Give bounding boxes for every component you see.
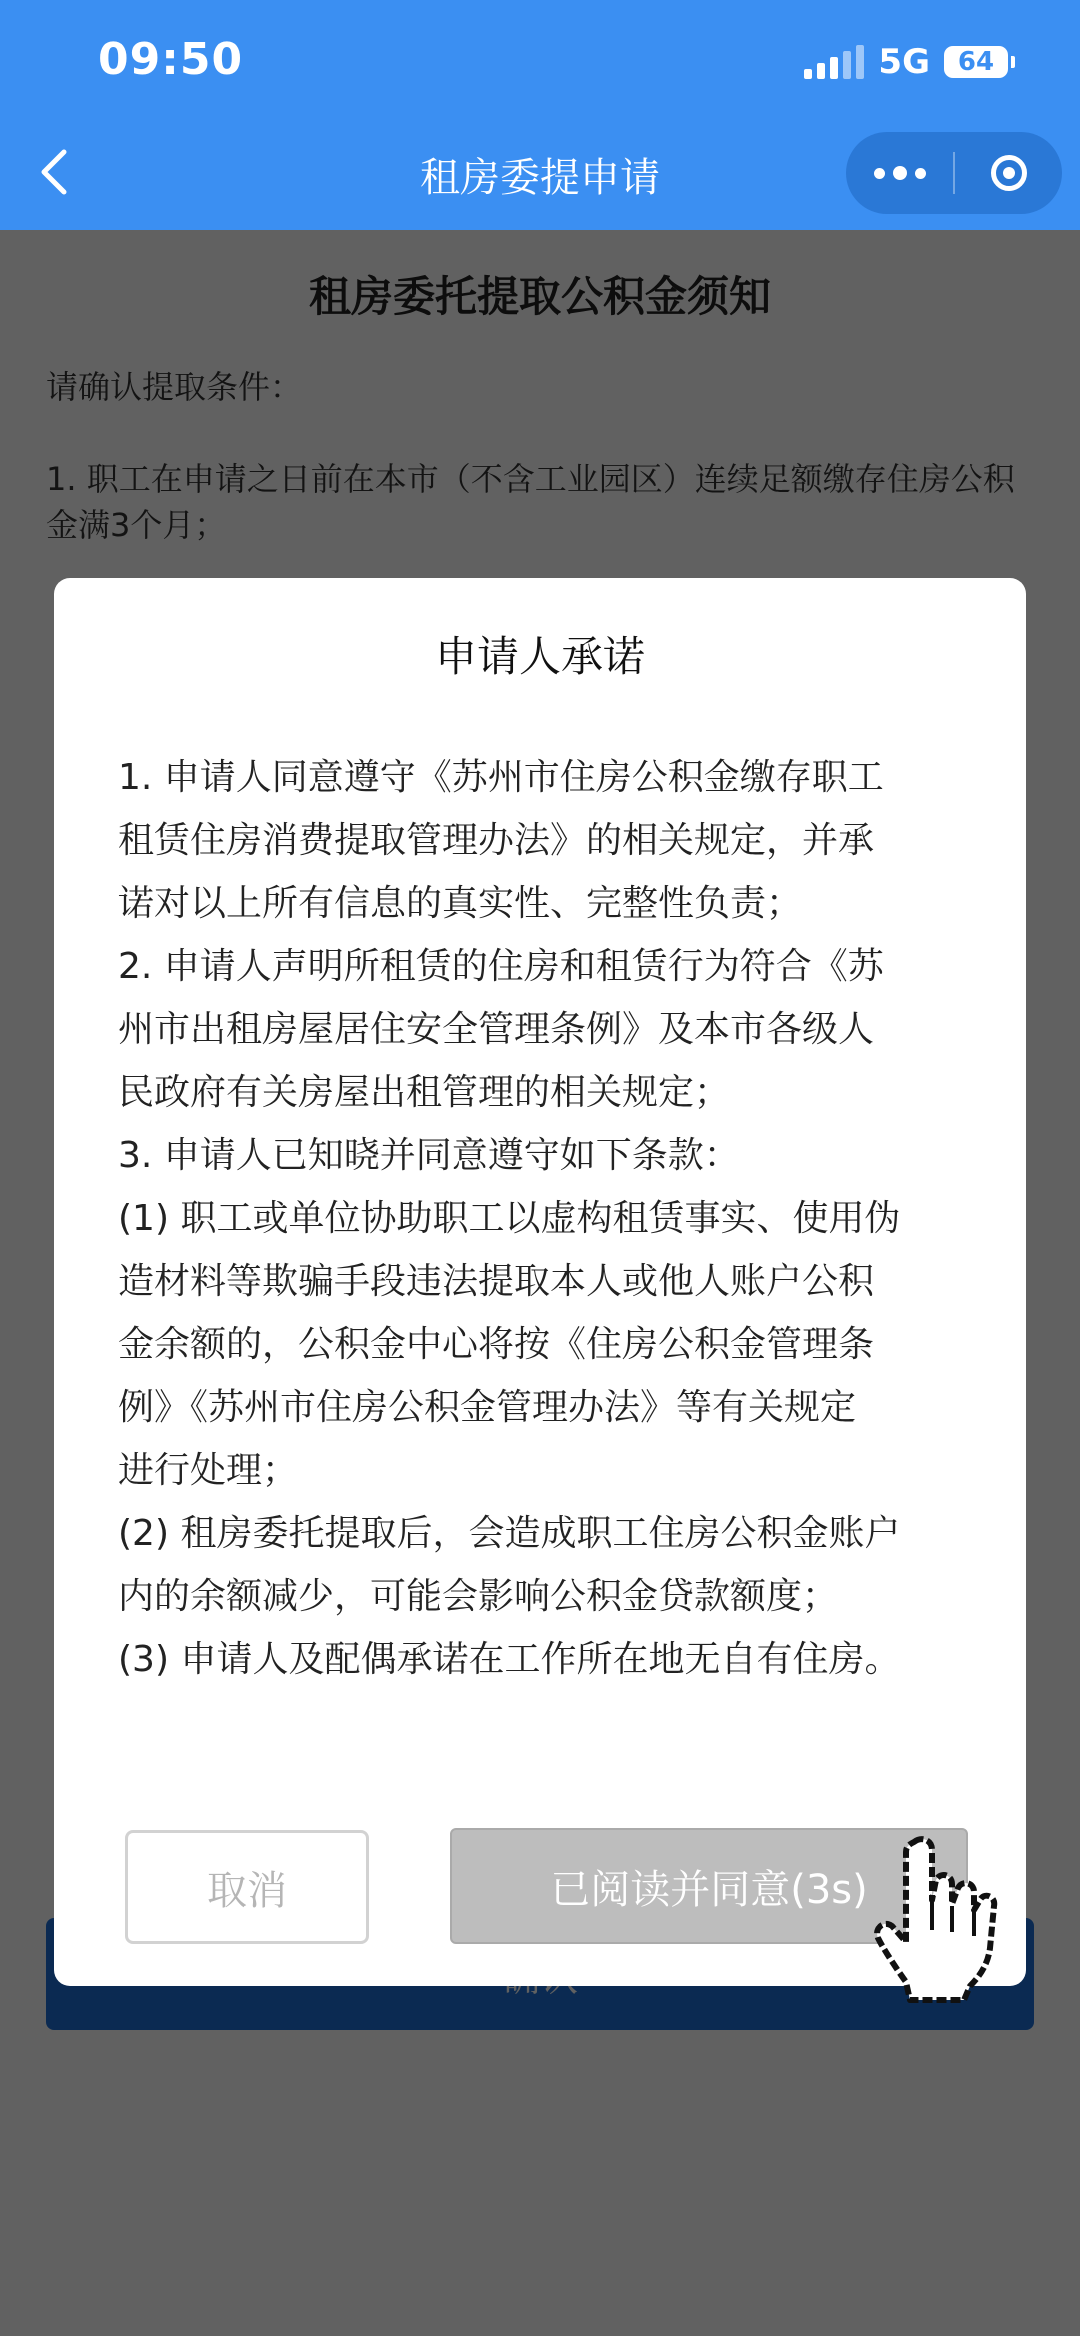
commitment-dialog — [54, 578, 1026, 1986]
cancel-button[interactable]: 取消 — [125, 1830, 369, 1944]
dialog-line: 例》《苏州市住房公积金管理办法》等有关规定 — [118, 1387, 857, 1428]
top-bar — [0, 0, 1080, 230]
network-type: 5G — [878, 42, 930, 82]
close-mini-program-icon[interactable] — [955, 132, 1062, 214]
dialog-line: 金余额的，公积金中心将按《住房公积金管理条 — [118, 1324, 875, 1365]
dialog-line: (2) 租房委托提取后，会造成职工住房公积金账户 — [118, 1513, 901, 1554]
dialog-line: 3. 申请人已知晓并同意遵守如下条款： — [118, 1135, 740, 1176]
mini-program-capsule — [846, 132, 1062, 214]
pointer-hand-icon — [870, 1830, 1030, 2010]
dialog-line: 诺对以上所有信息的真实性、完整性负责； — [118, 883, 803, 924]
dialog-body — [118, 746, 968, 1691]
dialog-line: 2. 申请人声明所租赁的住房和租赁行为符合《苏 — [118, 946, 884, 987]
dialog-title: 申请人承诺 — [434, 632, 645, 681]
battery-icon — [944, 46, 1008, 78]
dialog-line: 1. 申请人同意遵守《苏州市住房公积金缴存职工 — [118, 757, 884, 798]
status-time: 09:50 — [98, 34, 244, 85]
battery-level: 64 — [957, 47, 995, 77]
dialog-line: 造材料等欺骗手段违法提取本人或他人账户公积 — [118, 1261, 875, 1302]
signal-icon — [804, 45, 864, 79]
page-title: 租房委提申请 — [420, 155, 660, 201]
status-icons — [804, 40, 1008, 84]
dialog-line: (1) 职工或单位协助职工以虚构租赁事实、使用伪 — [118, 1198, 901, 1239]
dialog-line: 内的余额减少，可能会影响公积金贷款额度； — [118, 1576, 839, 1617]
dialog-line: 进行处理； — [118, 1450, 299, 1491]
more-icon[interactable] — [846, 132, 953, 214]
dialog-line: 民政府有关房屋出租管理的相关规定； — [118, 1072, 731, 1113]
dialog-line: 州市出租房屋居住安全管理条例》及本市各级人 — [118, 1009, 875, 1050]
dialog-line: 租赁住房消费提取管理办法》的相关规定，并承 — [118, 820, 875, 861]
agree-button[interactable]: 已阅读并同意(3s) — [450, 1828, 968, 1944]
dialog-line: (3) 申请人及配偶承诺在工作所在地无自有住房。 — [118, 1639, 901, 1680]
